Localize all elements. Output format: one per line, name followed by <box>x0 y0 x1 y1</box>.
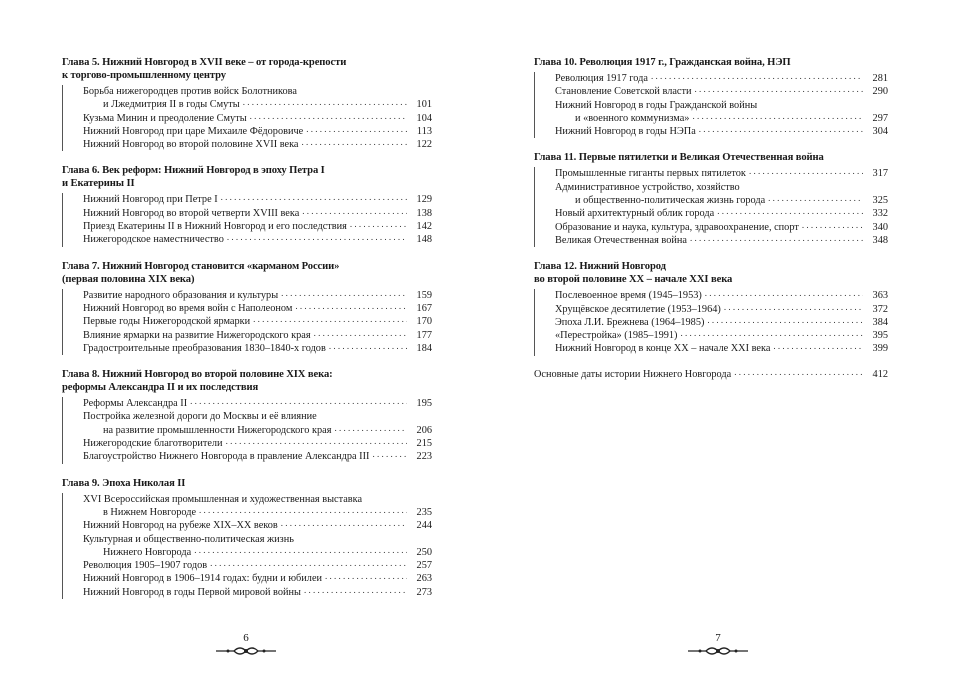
dot-leader <box>226 435 407 448</box>
dot-leader <box>250 110 407 123</box>
dot-leader <box>734 366 863 379</box>
toc-entry[interactable] <box>535 342 888 355</box>
chapter-title-line: Глава 11. Первые пятилетки и Великая Отечественная война <box>534 152 824 164</box>
chapter-title-line: во второй половине XX – начале XXI века <box>534 274 733 286</box>
toc-entry-text: Нижний Новгород во второй четверти XVIII века <box>83 207 300 219</box>
chapter-title-line: к торгово-промышленному центру <box>62 70 226 81</box>
toc-entry-text: Градостроительные преобразования 1830–1840-х годов <box>83 342 326 354</box>
toc-entry-text: Нижегородское наместничество <box>83 234 224 246</box>
dot-leader <box>194 544 407 557</box>
dot-leader <box>724 301 863 314</box>
toc-entry-text: Нижний Новгород в годы Гражданской войны <box>555 99 758 111</box>
toc-entry-text: в Нижнем Новгороде <box>103 506 197 518</box>
dot-leader <box>651 70 863 83</box>
toc-entry-text: Влияние ярмарки на развитие Нижегородского края <box>83 329 311 341</box>
toc-entry-row <box>535 125 888 138</box>
toc-entry-text: Нижний Новгород в годы Первой мировой войны <box>83 586 301 598</box>
dot-leader <box>692 110 863 123</box>
toc-entry[interactable] <box>63 519 432 532</box>
toc-chapter <box>62 164 432 246</box>
toc-entry[interactable] <box>535 99 888 126</box>
toc-page-number: 348 <box>872 234 888 246</box>
chapter-title-line: (первая половина XIX века) <box>62 273 195 285</box>
toc-entry-text: и «военного коммунизма» <box>575 112 690 124</box>
toc-entry[interactable] <box>63 233 432 246</box>
toc-entry-list <box>534 289 888 355</box>
toc-page-number: 223 <box>416 451 432 463</box>
dot-leader <box>705 287 863 300</box>
toc-page-number: 244 <box>416 520 432 532</box>
toc-entry-text: Великая Отечественная война <box>555 234 687 246</box>
toc-entry-text: Нижний Новгород в годы НЭПа <box>555 126 696 138</box>
chapter-title-line: Глава 5. Нижний Новгород в XVII веке – от города-крепости <box>62 57 347 68</box>
toc-page-number: 104 <box>416 112 432 124</box>
chapter-title <box>62 56 432 82</box>
dot-leader <box>281 517 407 530</box>
toc-page-number: 113 <box>416 125 432 137</box>
toc-entry-text: Первые годы Нижегородской ярмарки <box>83 316 251 328</box>
toc-entry-text: Революция 1905–1907 годов <box>83 560 208 572</box>
toc-entry-list <box>534 72 888 138</box>
toc-page-number: 325 <box>872 195 888 207</box>
toc-page-number: 170 <box>416 316 432 328</box>
toc-page-number: 129 <box>416 194 432 206</box>
dot-leader <box>199 504 407 517</box>
toc-page-number: 101 <box>416 99 432 111</box>
toc-entry-list <box>62 85 432 151</box>
chapter-title-line: Глава 6. Век реформ: Нижний Новгород в эпоху Петра I <box>62 165 325 177</box>
toc-entry-row <box>63 342 432 355</box>
left-footer <box>206 632 286 658</box>
toc-entry-text: Нижний Новгород при Петре I <box>83 194 218 206</box>
toc-entry-text: Хрущёвское десятилетие (1953–1964) <box>555 303 721 315</box>
toc-chapter <box>534 151 888 247</box>
dot-leader <box>253 313 407 326</box>
toc-entry[interactable] <box>63 342 432 355</box>
dot-leader <box>680 327 863 340</box>
toc-page-number: 281 <box>872 73 888 84</box>
toc-page-number: 250 <box>416 546 432 558</box>
toc-entry-text: и общественно-политическая жизнь города <box>575 195 766 207</box>
dot-leader <box>227 231 407 244</box>
toc-entry-text: Благоустройство Нижнего Новгорода в правление Александра III <box>83 451 370 463</box>
chapter-title-line: Глава 12. Нижний Новгород <box>534 261 666 273</box>
toc-entry-text: Культурная и общественно-политическая жизнь <box>83 533 294 545</box>
toc-entry-row <box>63 138 432 151</box>
toc-chapter <box>62 260 432 355</box>
toc-page-number: 273 <box>416 586 432 598</box>
toc-entry[interactable] <box>63 586 432 599</box>
toc-entry-text: Постройка железной дороги до Москвы и её влияние <box>83 411 317 423</box>
dot-leader <box>325 570 407 583</box>
toc-page-number: 167 <box>416 302 432 314</box>
dot-leader <box>210 557 407 570</box>
toc-entry-text: XVI Всероссийская промышленная и художественная выставка <box>83 493 363 505</box>
chapter-title-line: Глава 10. Революция 1917 г., Гражданская война, НЭП <box>534 57 791 68</box>
dot-leader <box>329 340 407 353</box>
ornament-icon <box>686 644 750 658</box>
toc-entry-text: Кузьма Минин и преодоление Смуты <box>83 112 247 124</box>
chapter-title <box>534 151 888 164</box>
toc-entry[interactable] <box>535 234 888 247</box>
dot-leader <box>334 422 407 435</box>
toc-entry-text: Нижний Новгород при царе Михаиле Фёдоровиче <box>83 125 304 137</box>
toc-entry-text: Послевоенное время (1945–1953) <box>555 290 702 302</box>
toc-entry-list <box>534 167 888 247</box>
toc-entry-text: и Лжедмитрия II в годы Смуты <box>103 99 240 111</box>
toc-page-number: 399 <box>872 343 888 355</box>
toc-entry-text: Революция 1917 года <box>555 73 648 84</box>
toc-page-number: 297 <box>872 112 888 124</box>
right-page <box>482 0 964 680</box>
toc-entry[interactable] <box>535 125 888 138</box>
dot-leader <box>699 123 863 136</box>
toc-page-number: 395 <box>872 330 888 342</box>
toc-entry[interactable] <box>63 85 432 112</box>
toc-entry-text: Административное устройство, хозяйство <box>555 181 740 193</box>
toc-entry[interactable] <box>63 533 432 560</box>
dot-leader <box>190 395 407 408</box>
dot-leader <box>243 96 407 109</box>
toc-entry-text: Основные даты истории Нижнего Новгорода <box>534 368 732 380</box>
toc-entry-text: Приезд Екатерины II в Нижний Новгород и его последствия <box>83 221 347 233</box>
toc-entry-text: Промышленные гиганты первых пятилеток <box>555 168 746 180</box>
chapter-title <box>62 368 432 394</box>
dot-leader <box>773 340 863 353</box>
chapter-title-line: Глава 7. Нижний Новгород становится «карманом России» <box>62 260 340 272</box>
toc-entry-text: Нижегородские благотворители <box>83 438 223 450</box>
toc-entry-text: Образование и наука, культура, здравоохранение, спорт <box>555 221 799 233</box>
toc-chapter <box>62 477 432 599</box>
right-toc <box>534 56 888 381</box>
toc-entry[interactable] <box>63 450 432 463</box>
toc-page-number: 184 <box>416 342 432 354</box>
toc-entry[interactable] <box>63 397 432 410</box>
toc-entry-text: Борьба нижегородцев против войск Болотникова <box>83 86 297 97</box>
chapter-title <box>62 260 432 286</box>
toc-page-number: 290 <box>872 86 888 98</box>
toc-page-number: 412 <box>872 368 888 380</box>
toc-page-number: 340 <box>872 221 888 233</box>
toc-chapter <box>62 56 432 151</box>
toc-chapter <box>534 260 888 355</box>
dot-leader <box>372 448 407 461</box>
page-number: 7 <box>715 632 721 644</box>
chapter-title <box>534 56 888 69</box>
toc-page-number: 177 <box>416 329 432 341</box>
toc-entry-row <box>63 450 432 463</box>
toc-entry-row <box>535 234 888 247</box>
chapter-title-line: и Екатерины II <box>62 178 135 190</box>
toc-page-number: 257 <box>416 560 432 572</box>
dot-leader <box>749 165 863 178</box>
dot-leader <box>717 205 863 218</box>
toc-page-number: 384 <box>872 316 888 328</box>
dot-leader <box>690 232 863 245</box>
ornament-icon <box>214 644 278 658</box>
toc-entry[interactable] <box>63 410 432 437</box>
page-number: 6 <box>243 632 249 644</box>
dot-leader <box>295 300 407 313</box>
toc-entry[interactable] <box>535 167 888 180</box>
toc-page-number: 363 <box>872 290 888 302</box>
toc-entry-list <box>62 493 432 599</box>
toc-appendix-entry[interactable] <box>534 368 888 381</box>
toc-page-number: 195 <box>416 398 432 410</box>
chapter-title <box>62 164 432 190</box>
dot-leader <box>302 205 407 218</box>
toc-entry-text: Нижний Новгород в конце XX – начале XXI века <box>555 343 771 355</box>
toc-entry[interactable] <box>63 138 432 151</box>
toc-entry-list <box>62 397 432 463</box>
chapter-title-line: Глава 9. Эпоха Николая II <box>62 477 186 489</box>
dot-leader <box>306 123 407 136</box>
toc-entry-text: Развитие народного образования и культуры <box>83 289 279 301</box>
toc-entry-row <box>535 85 888 98</box>
right-footer <box>678 632 758 658</box>
dot-leader <box>350 218 407 231</box>
toc-entry-row <box>535 167 888 180</box>
toc-entry-text: Нижний Новгород в 1906–1914 годах: будни и юбилеи <box>83 573 323 585</box>
toc-page-number: 148 <box>416 234 432 246</box>
toc-entry-text: на развитие промышленности Нижегородского края <box>103 424 332 436</box>
chapter-title <box>534 260 888 286</box>
toc-entry-text: Нижнего Новгорода <box>103 546 192 558</box>
toc-entry-text: Нижний Новгород во время войн с Наполеоном <box>83 302 293 314</box>
toc-entry-row <box>63 233 432 246</box>
dot-leader <box>281 287 407 300</box>
toc-entry-list <box>62 289 432 355</box>
toc-page-number: 235 <box>416 506 432 518</box>
toc-page-number: 138 <box>416 207 432 219</box>
toc-page-number: 317 <box>872 168 888 180</box>
toc-entry-text: «Перестройка» (1985–1991) <box>555 330 678 342</box>
toc-entry[interactable] <box>535 85 888 98</box>
dot-leader <box>314 327 407 340</box>
toc-entry-text: Эпоха Л.И. Брежнева (1964–1985) <box>555 316 705 328</box>
toc-entry[interactable] <box>535 181 888 208</box>
chapter-title-line: Глава 8. Нижний Новгород во второй половине XIX века: <box>62 369 333 381</box>
toc-entry-row <box>63 586 432 599</box>
chapter-title <box>62 477 432 490</box>
toc-entry-row <box>63 519 432 532</box>
dot-leader <box>802 219 863 232</box>
dot-leader <box>302 136 408 149</box>
toc-entry-text: Становление Советской власти <box>555 86 692 98</box>
dot-leader <box>768 192 863 205</box>
toc-page-number: 372 <box>872 303 888 315</box>
toc-entry-text: Нижний Новгород на рубеже XIX–XX веков <box>83 520 278 532</box>
toc-entry-text: Нижний Новгород во второй половине XVII века <box>83 139 299 151</box>
toc-entry-text: Новый архитектурный облик города <box>555 208 715 220</box>
toc-entry-row <box>535 342 888 355</box>
toc-page-number: 263 <box>416 573 432 585</box>
toc-page-number: 206 <box>416 424 432 436</box>
toc-page-number: 159 <box>416 289 432 301</box>
dot-leader <box>707 314 863 327</box>
toc-page-number: 215 <box>416 438 432 450</box>
toc-entry[interactable] <box>63 493 432 520</box>
toc-entry-list <box>62 193 432 246</box>
toc-page-number: 304 <box>872 126 888 138</box>
toc-page-number: 332 <box>872 208 888 220</box>
chapter-title-line: реформы Александра II и их последствия <box>62 382 259 394</box>
dot-leader <box>304 584 407 597</box>
toc-entry-row <box>63 397 432 410</box>
toc-page-number: 122 <box>416 139 432 151</box>
toc-page-number: 142 <box>416 221 432 233</box>
toc-chapter <box>534 56 888 138</box>
dot-leader <box>695 83 864 96</box>
left-toc <box>62 56 432 612</box>
toc-entry-text: Реформы Александра II <box>83 398 188 410</box>
toc-chapter <box>62 368 432 463</box>
dot-leader <box>221 191 407 204</box>
